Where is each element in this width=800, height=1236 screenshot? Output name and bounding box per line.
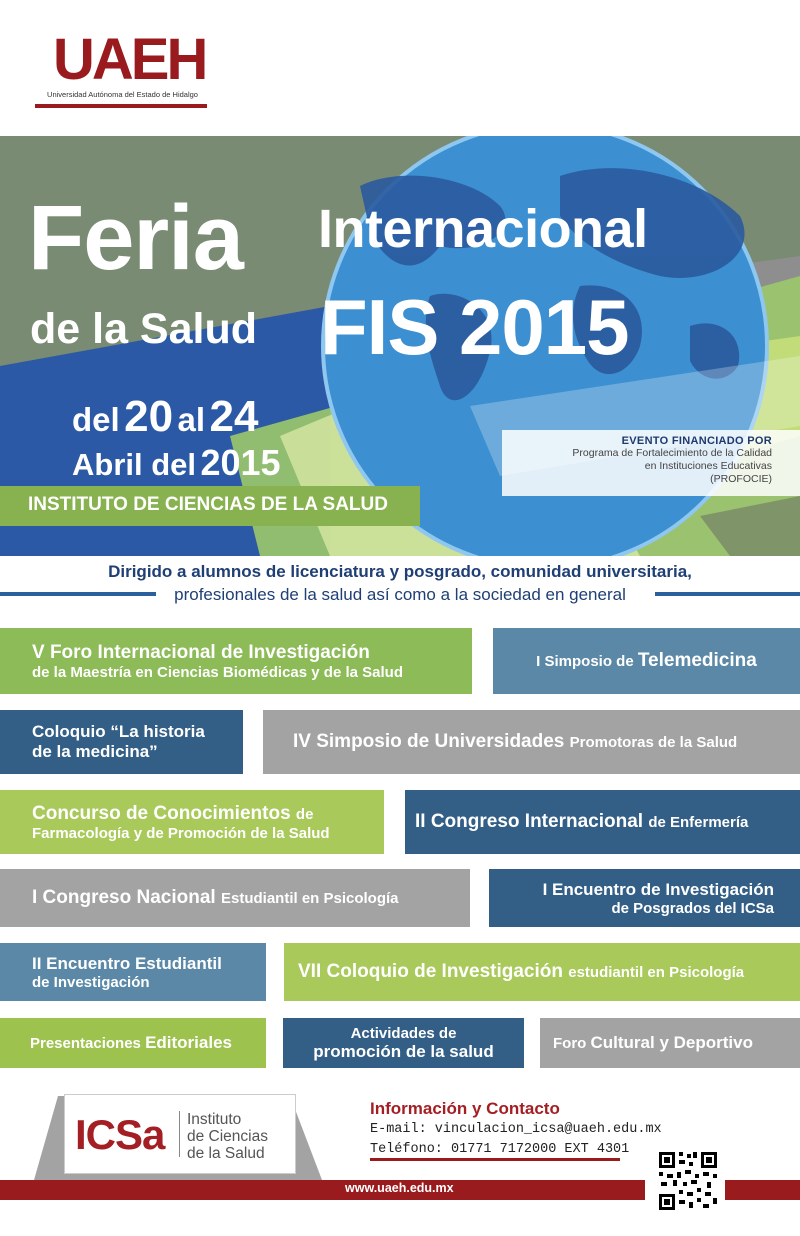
hero-title-fis: FIS 2015 [320,283,629,371]
event-subtitle: de la medicina” [32,742,158,761]
contact-email[interactable]: E-mail: vinculacion_icsa@uaeh.edu.mx [370,1122,662,1137]
event-foro-cultural [540,1018,800,1068]
event-subtitle: estudiantil en Psicología [568,964,745,981]
event-ii-encuentro-estudiantil [0,943,266,1001]
event-congreso-nacional [0,869,470,927]
event-encuentro-posgrados [489,869,800,927]
logo-letters: UAEH [53,27,206,92]
event-foro-internacional [0,628,472,694]
event-title: Concurso de Conocimientos [32,802,296,824]
dates-del: del [72,401,120,438]
icsa-line-2: de Ciencias [187,1128,268,1145]
hero-title-feria: Feria [28,187,243,289]
event-subtitle: Promotoras de la Salud [569,734,738,751]
audience-line-2: profesionales de la salud así como a la sociedad en general [174,585,626,604]
event-subtitle: de Posgrados del ICSa [611,899,774,917]
funding-box [502,430,800,496]
funding-line-3: (PROFOCIE) [710,473,772,485]
event-title: IV Simposio de Universidades [293,731,570,752]
icsa-line-1: Instituto [187,1111,242,1128]
event-title: Presentaciones [30,1035,146,1052]
event-title: I Simposio de [536,653,638,670]
event-coloquio-historia [0,710,243,774]
event-subtitle: Estudiantil en Psicología [220,890,399,907]
event-subtitle: de Enfermería [648,814,749,831]
website-bar [0,1180,645,1200]
event-subtitle: de la Maestría en Ciencias Biomédicas y de la Salud [32,663,403,681]
event-title: II Encuentro Estudiantil [32,953,222,973]
contact-title: Información y Contacto [370,1099,560,1118]
event-title: VII Coloquio de Investigación [298,961,569,982]
event-actividades-promocion [283,1018,524,1068]
event-presentaciones [0,1018,266,1068]
event-vii-coloquio [284,943,800,1001]
event-title: I Encuentro de Investigación [542,879,774,899]
audience-text [0,560,800,606]
event-title: Foro [553,1035,591,1052]
website-link[interactable]: www.uaeh.edu.mx [345,1181,454,1195]
icsa-logo [64,1094,296,1174]
icsa-name [187,1111,268,1162]
audience-line-1: Dirigido a alumnos de licenciatura y posgrado, comunidad universitaria, [108,562,692,581]
event-simposio-telemedicina [493,628,800,694]
event-title: V Foro Internacional de Investigación [32,641,370,663]
dates-month: Abril del [72,447,197,482]
event-concurso [0,790,384,854]
hero-title-salud: de la Salud [30,305,258,353]
funding-line-1: Programa de Fortalecimiento de la Calidad [572,447,772,459]
event-iv-simposio [263,710,800,774]
icsa-divider [179,1111,180,1157]
hero-title-internacional: Internacional [318,199,648,259]
event-title-suffix: de [295,805,314,823]
event-title-strong: Cultural y Deportivo [590,1033,753,1052]
contact-phone: Teléfono: 01771 7172000 EXT 4301 [370,1142,630,1157]
dates-to: 24 [209,392,259,441]
event-title-strong: Editoriales [145,1033,232,1052]
icsa-line-3: de la Salud [187,1145,265,1162]
event-title: Coloquio “La historia [32,722,205,741]
dates-year: 2015 [200,442,281,483]
event-dates-range [72,392,258,442]
dates-al: al [177,401,206,438]
icsa-letters: ICSa [75,1111,165,1158]
event-title-strong: Telemedicina [637,650,757,671]
event-subtitle: Farmacología y de Promoción de la Salud [32,824,330,842]
logo-rule [35,104,207,108]
dates-from: 20 [124,392,174,441]
event-title: II Congreso Internacional [415,811,649,832]
logo-subtitle: Universidad Autónoma del Estado de Hidalgo [47,90,198,99]
funding-line-2: en Instituciones Educativas [644,460,772,472]
event-title: I Congreso Nacional [32,887,221,908]
event-subtitle: promoción de la salud [313,1041,494,1061]
event-title: Actividades de [350,1024,457,1042]
qr-code-icon [657,1150,719,1212]
event-dates-month [72,442,281,484]
event-subtitle: de Investigación [32,973,150,991]
uaeh-logo [35,28,210,112]
institute-name: INSTITUTO DE CIENCIAS DE LA SALUD [28,494,388,515]
event-ii-congreso-enfermeria [405,790,800,854]
funding-title: EVENTO FINANCIADO POR [621,435,772,447]
